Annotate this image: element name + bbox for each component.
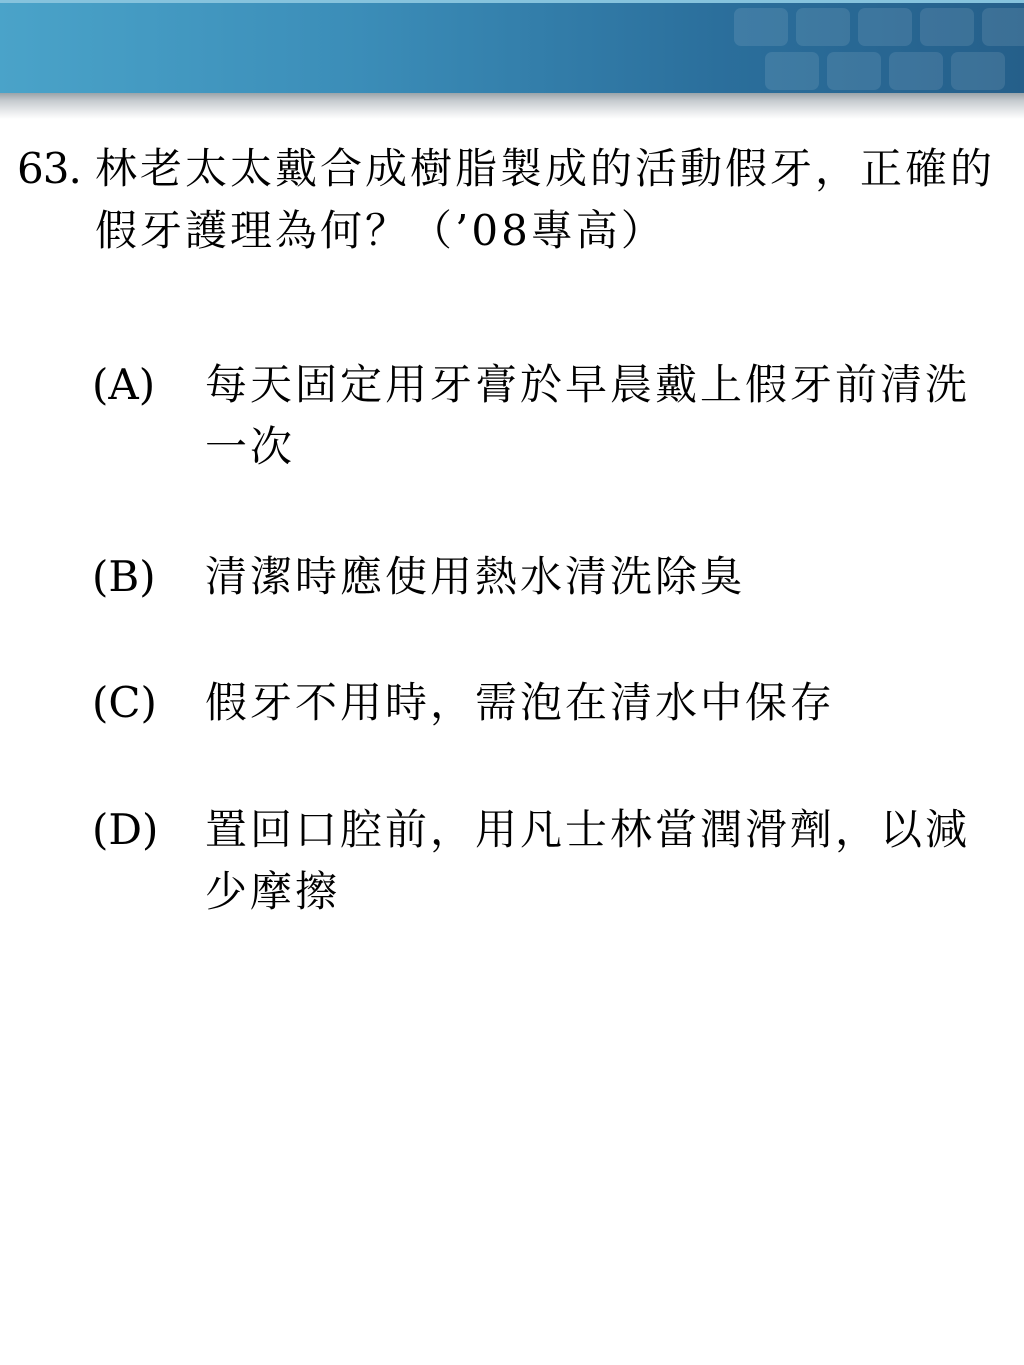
option-c-text: 假牙不用時，需泡在清水中保存 — [205, 678, 836, 727]
option-a-label: (A) — [92, 360, 156, 409]
question-number: 63. — [17, 144, 81, 193]
option-b-text: 清潔時應使用熱水清洗除臭 — [205, 552, 746, 601]
question-text: 林老太太戴合成樹脂製成的活動假牙，正確的假牙護理為何？（’08專高） — [95, 144, 996, 255]
option-d-label: (D) — [92, 805, 159, 854]
option-d-text: 置回口腔前，用凡士林當潤滑劑，以減少摩擦 — [205, 805, 971, 916]
option-c-label: (C) — [92, 678, 157, 727]
option-a-text: 每天固定用牙膏於早晨戴上假牙前清洗一次 — [205, 360, 971, 471]
option-b-label: (B) — [92, 552, 156, 601]
